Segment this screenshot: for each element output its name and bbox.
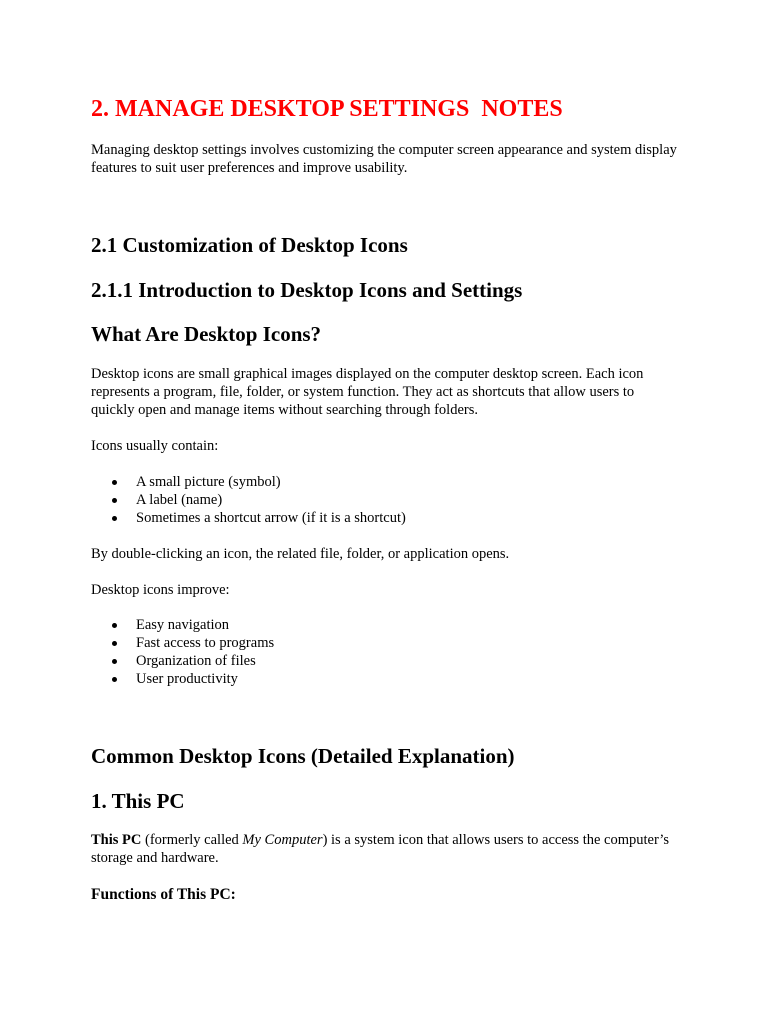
- bullet-icon: [112, 641, 117, 646]
- list-item: Sometimes a shortcut arrow (if it is a shortcut): [91, 509, 406, 527]
- heading-common-desktop-icons: Common Desktop Icons (Detailed Explanation): [91, 744, 515, 768]
- bullet-icon: [112, 480, 117, 485]
- heading-what-are-desktop-icons: What Are Desktop Icons?: [91, 322, 322, 346]
- my-computer-term: My Computer: [242, 832, 323, 848]
- improve-list: [91, 616, 274, 688]
- section-heading-2-1-1: 2.1.1 Introduction to Desktop Icons and Settings: [91, 278, 523, 302]
- intro-paragraph: Managing desktop settings involves customizing the computer screen appearance and system display features to suit user preferences and improve usability.: [91, 142, 677, 176]
- list-item: Fast access to programs: [91, 634, 274, 652]
- bullet-icon: [112, 659, 117, 664]
- this-pc-paragraph: This PC (formerly called My Computer) is a system icon that allows users to access the computer’s storage and hardware.: [91, 832, 670, 866]
- section-heading-2-1: 2.1 Customization of Desktop Icons: [91, 233, 408, 257]
- icons-contain-list: [91, 473, 406, 527]
- list-item: Organization of files: [91, 652, 274, 670]
- improve-label: Desktop icons improve:: [91, 582, 230, 598]
- heading-functions-of-this-pc: Functions of This PC:: [91, 886, 236, 903]
- heading-this-pc: 1. This PC: [91, 789, 185, 813]
- this-pc-term: This PC: [91, 832, 142, 848]
- bullet-icon: [112, 498, 117, 503]
- bullet-icon: [112, 516, 117, 521]
- icons-contain-label: Icons usually contain:: [91, 438, 219, 454]
- list-item: Easy navigation: [91, 616, 274, 634]
- double-click-paragraph: By double-clicking an icon, the related file, folder, or application opens.: [91, 546, 510, 562]
- what-are-paragraph: Desktop icons are small graphical images displayed on the computer desktop screen. Each icon represents a program, file, folder, or system function. They act as shortcuts that allow users to quickly open and manage items without searching through folders.: [91, 366, 644, 418]
- list-item: A label (name): [91, 491, 406, 509]
- list-item: User productivity: [91, 670, 274, 688]
- bullet-icon: [112, 623, 117, 628]
- document-title: 2. MANAGE DESKTOP SETTINGS NOTES: [91, 96, 563, 122]
- bullet-icon: [112, 677, 117, 682]
- list-item: A small picture (symbol): [91, 473, 406, 491]
